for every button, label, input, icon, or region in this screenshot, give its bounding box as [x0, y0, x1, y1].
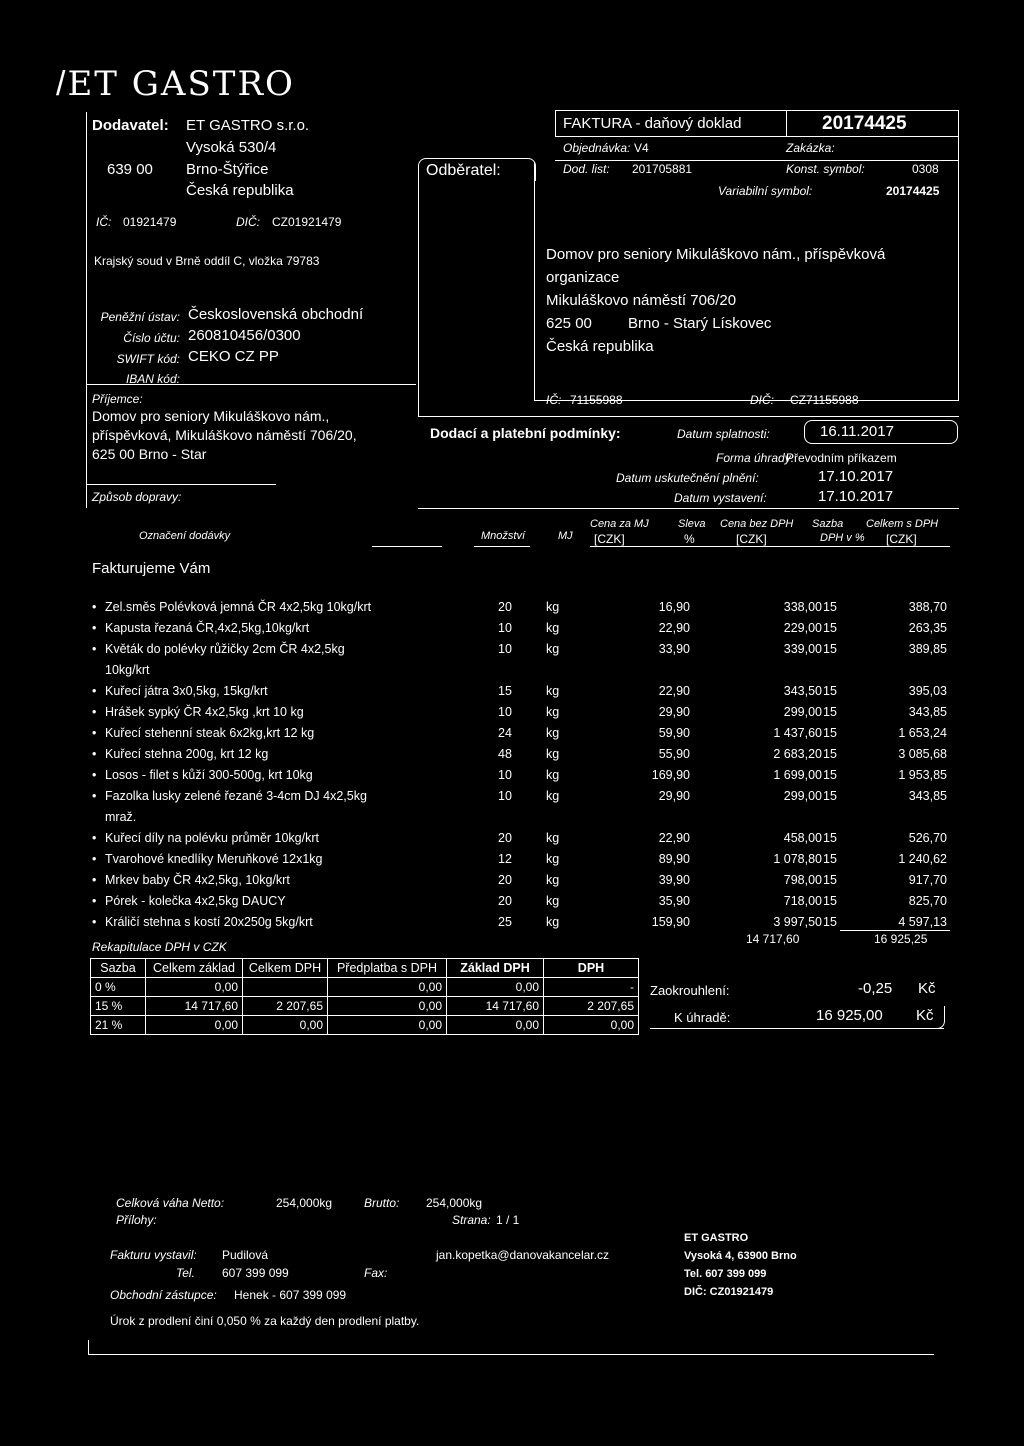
- item-quantity: 10: [498, 621, 512, 635]
- item-name: Zel.směs Polévková jemná ČR 4x2,5kg 10kg/krt: [105, 600, 372, 614]
- customer-line3: Mikuláškovo náměstí 706/20: [546, 292, 737, 309]
- item-quantity: 24: [498, 726, 512, 740]
- item-base-price: 338,00: [783, 600, 822, 614]
- recipient-line3: 625 00 Brno - Star: [92, 446, 207, 462]
- customer-country: Česká republika: [546, 338, 654, 355]
- item-vat-rate: 15: [823, 789, 837, 803]
- item-unit: kg: [546, 621, 560, 635]
- const-symbol-label: Konst. symbol:: [786, 162, 865, 176]
- item-row-continuation: [0, 810, 1024, 830]
- issued-by-label: Fakturu vystavil:: [110, 1248, 197, 1262]
- col-base-2: [CZK]: [736, 532, 767, 546]
- weight-label: Celková váha Netto:: [116, 1196, 225, 1210]
- tel-value: 607 399 099: [222, 1266, 289, 1280]
- item-vat-rate: 15: [823, 600, 837, 614]
- item-vat-rate: 15: [823, 873, 837, 887]
- interest-note: Úrok z prodlení činí 0,050 % za každý den prodlení platby.: [110, 1314, 420, 1328]
- const-symbol-value: 0308: [912, 162, 939, 176]
- vat-recap-table: [90, 958, 639, 1035]
- supplier-ic: 01921479: [123, 215, 177, 229]
- item-name-continuation: 10kg/krt: [105, 663, 150, 677]
- item-quantity: 15: [498, 684, 512, 698]
- item-bullet: •: [92, 600, 97, 614]
- item-unit: kg: [546, 684, 560, 698]
- issue-date: 17.10.2017: [818, 488, 894, 505]
- customer-city: Brno - Starý Lískovec: [628, 315, 772, 332]
- delivery-label: Dod. list:: [563, 162, 610, 176]
- customer-line2: organizace: [546, 269, 620, 286]
- col-unit: MJ: [558, 530, 573, 542]
- item-vat-rate: 15: [823, 915, 837, 929]
- item-total: 825,70: [908, 894, 947, 908]
- item-name: Králičí stehna s kostí 20x250g 5kg/krt: [105, 915, 313, 929]
- invoice-title: FAKTURA - daňový doklad: [563, 115, 742, 132]
- item-unit: kg: [546, 747, 560, 761]
- item-bullet: •: [92, 894, 97, 908]
- customer-zip: 625 00: [546, 315, 592, 332]
- item-quantity: 10: [498, 705, 512, 719]
- item-base-price: 718,00: [783, 894, 822, 908]
- item-unit-price: 22,90: [658, 621, 690, 635]
- item-name: Kuřecí díly na polévku průměr 10kg/krt: [105, 831, 319, 845]
- customer-dic-label: DIČ:: [750, 393, 774, 407]
- item-row: [0, 705, 1024, 725]
- issuer-email: jan.kopetka@danovakancelar.cz: [436, 1248, 609, 1262]
- vat-header-base-total: Celkem základ: [146, 959, 243, 978]
- item-unit-price: 22,90: [658, 684, 690, 698]
- left-frame-line: [86, 112, 87, 508]
- item-bullet: •: [92, 684, 97, 698]
- item-row: [0, 642, 1024, 662]
- item-quantity: 20: [498, 873, 512, 887]
- item-unit: kg: [546, 726, 560, 740]
- item-total: 917,70: [908, 873, 947, 887]
- supplier-ic-label: IČ:: [96, 215, 112, 229]
- item-row: [0, 873, 1024, 893]
- swift-code: CEKO CZ PP: [188, 348, 279, 365]
- vat-header-base: Základ DPH: [447, 959, 544, 978]
- account-label: Číslo účtu:: [123, 331, 180, 345]
- item-base-price: 299,00: [783, 789, 822, 803]
- col-rate-2: DPH v %: [820, 532, 865, 544]
- item-row: [0, 831, 1024, 851]
- item-vat-rate: 15: [823, 726, 837, 740]
- bank-label: Peněžní ústav:: [100, 310, 180, 324]
- item-unit-price: 159,90: [651, 915, 690, 929]
- customer-line1: Domov pro seniory Mikuláškovo nám., příspěvková: [546, 246, 886, 263]
- iban-label: IBAN kód:: [125, 372, 180, 386]
- item-name: Květák do polévky růžičky 2cm ČR 4x2,5kg: [105, 642, 345, 656]
- item-name: Pórek - kolečka 4x2,5kg DAUCY: [105, 894, 286, 908]
- item-base-price: 229,00: [783, 621, 822, 635]
- item-bullet: •: [92, 705, 97, 719]
- logo-slash: /: [56, 65, 68, 103]
- item-unit: kg: [546, 915, 560, 929]
- item-vat-rate: 15: [823, 705, 837, 719]
- recipient-line1: Domov pro seniory Mikuláškovo nám.,: [92, 408, 330, 424]
- supplier-name: ET GASTRO s.r.o.: [186, 117, 310, 134]
- fax-label: Fax:: [364, 1266, 388, 1280]
- customer-dic: CZ71155988: [790, 393, 859, 407]
- item-unit: kg: [546, 873, 560, 887]
- item-total: 526,70: [908, 831, 947, 845]
- item-bullet: •: [92, 747, 97, 761]
- item-row-continuation: [0, 663, 1024, 683]
- item-row: [0, 600, 1024, 620]
- item-base-price: 299,00: [783, 705, 822, 719]
- item-name: Mrkev baby ČR 4x2,5kg, 10kg/krt: [105, 873, 290, 887]
- item-unit-price: 89,90: [658, 852, 690, 866]
- item-name: Kapusta řezaná ČR,4x2,5kg,10kg/krt: [105, 621, 310, 635]
- item-unit-price: 169,90: [651, 768, 690, 782]
- item-total: 343,85: [908, 705, 947, 719]
- weight-brutto: 254,000kg: [426, 1196, 483, 1210]
- item-unit: kg: [546, 600, 560, 614]
- var-symbol-value: 20174425: [886, 184, 940, 198]
- item-total: 388,70: [908, 600, 947, 614]
- rounding-value: -0,25: [858, 980, 893, 997]
- customer-label: Odběratel:: [426, 162, 501, 179]
- vat-header-rate: Sazba: [91, 959, 146, 978]
- col-price-2: [CZK]: [594, 532, 625, 546]
- item-name-continuation: mraž.: [105, 810, 137, 824]
- terms-title: Dodací a platební podmínky:: [430, 425, 621, 441]
- item-vat-rate: 15: [823, 831, 837, 845]
- item-unit: kg: [546, 705, 560, 719]
- taxable-date-label: Datum uskutečnění plnění:: [616, 471, 759, 485]
- item-base-price: 2 683,20: [773, 747, 822, 761]
- item-unit-price: 16,90: [658, 600, 690, 614]
- col-price-1: Cena za MJ: [590, 518, 649, 530]
- item-name: Fazolka lusky zelené řezané 3-4cm DJ 4x2,5kg: [105, 789, 367, 803]
- item-row: [0, 852, 1024, 872]
- item-row: [0, 789, 1024, 809]
- col-base-1: Cena bez DPH: [720, 518, 794, 530]
- item-bullet: •: [92, 726, 97, 740]
- payment-label: Forma úhrady:: [716, 451, 795, 465]
- stamp-address: Vysoká 4, 63900 Brno: [684, 1250, 797, 1262]
- item-total: 4 597,13: [898, 915, 947, 929]
- item-bullet: •: [92, 852, 97, 866]
- transport-divider: [86, 484, 276, 485]
- item-unit: kg: [546, 789, 560, 803]
- item-name: Tvarohové knedlíky Meruňkové 12x1kg: [105, 852, 323, 866]
- customer-ic: 71155988: [570, 393, 623, 407]
- item-vat-rate: 15: [823, 894, 837, 908]
- item-total: 3 085,68: [898, 747, 947, 761]
- rep-label: Obchodní zástupce:: [110, 1288, 217, 1302]
- vat-row: 15 % 14 717,60 2 207,65 0,00 14 717,60 2 207,65: [91, 997, 639, 1016]
- item-name: Kuřecí játra 3x0,5kg, 15kg/krt: [105, 684, 268, 698]
- item-bullet: •: [92, 831, 97, 845]
- item-unit: kg: [546, 831, 560, 845]
- item-quantity: 10: [498, 768, 512, 782]
- vat-header-vat-total: Celkem DPH: [243, 959, 328, 978]
- supplier-street: Vysoká 530/4: [186, 139, 277, 156]
- item-total: 1 240,62: [898, 852, 947, 866]
- contract-label: Zakázka:: [786, 141, 835, 155]
- item-unit-price: 35,90: [658, 894, 690, 908]
- item-name: Losos - filet s kůží 300-500g, krt 10kg: [105, 768, 313, 782]
- supplier-dic: CZ01921479: [272, 215, 342, 229]
- swift-label: SWIFT kód:: [116, 352, 180, 366]
- supplier-zip: 639 00: [107, 161, 153, 178]
- sum-base: 14 717,60: [746, 932, 800, 946]
- item-row: [0, 894, 1024, 914]
- item-row: [0, 747, 1024, 767]
- item-row: [0, 621, 1024, 641]
- item-quantity: 20: [498, 894, 512, 908]
- item-row: [0, 768, 1024, 788]
- item-quantity: 10: [498, 789, 512, 803]
- col-discount-1: Sleva: [678, 518, 706, 530]
- company-logo: [56, 64, 295, 104]
- col-total-1: Celkem s DPH: [866, 518, 939, 530]
- logo-text: ET GASTRO: [67, 64, 295, 104]
- item-quantity: 12: [498, 852, 512, 866]
- var-symbol-label: Variabilní symbol:: [718, 184, 813, 198]
- item-vat-rate: 15: [823, 852, 837, 866]
- attachments-label: Přílohy:: [116, 1213, 157, 1227]
- item-unit-price: 29,90: [658, 705, 690, 719]
- item-total: 389,85: [908, 642, 947, 656]
- item-total: 1 653,24: [898, 726, 947, 740]
- pay-box-corner: [936, 1006, 945, 1029]
- invoice-number: 20174425: [822, 113, 907, 134]
- stamp-tel: Tel. 607 399 099: [684, 1268, 767, 1280]
- item-bullet: •: [92, 789, 97, 803]
- col-discount-2: %: [684, 532, 695, 546]
- item-vat-rate: 15: [823, 747, 837, 761]
- order-value: V4: [634, 141, 649, 155]
- item-quantity: 20: [498, 600, 512, 614]
- sum-total: 16 925,25: [874, 932, 928, 946]
- col-rate-1: Sazba: [812, 518, 844, 530]
- item-total: 395,03: [908, 684, 947, 698]
- tel-label: Tel.: [176, 1266, 195, 1280]
- col-quantity: Množství: [481, 530, 526, 542]
- item-base-price: 343,50: [783, 684, 822, 698]
- item-base-price: 1 078,80: [773, 852, 822, 866]
- item-base-price: 339,00: [783, 642, 822, 656]
- item-bullet: •: [92, 768, 97, 782]
- item-unit-price: 55,90: [658, 747, 690, 761]
- item-vat-rate: 15: [823, 768, 837, 782]
- item-bullet: •: [92, 915, 97, 929]
- taxable-date: 17.10.2017: [818, 468, 894, 485]
- rep-value: Henek - 607 399 099: [234, 1288, 347, 1302]
- item-row: [0, 915, 1024, 935]
- item-bullet: •: [92, 621, 97, 635]
- rounding-currency: Kč: [918, 980, 936, 997]
- item-name: Kuřecí stehenní steak 6x2kg,krt 12 kg: [105, 726, 315, 740]
- order-label: Objednávka:: [563, 141, 631, 155]
- bank-name: Československá obchodní: [188, 306, 364, 323]
- intro-text: Fakturujeme Vám: [92, 560, 211, 577]
- vat-row: 0 % 0,00 0,00 0,00 -: [91, 978, 639, 997]
- item-bullet: •: [92, 873, 97, 887]
- item-row: [0, 684, 1024, 704]
- item-unit-price: 39,90: [658, 873, 690, 887]
- item-name: Hrášek sypký ČR 4x2,5kg ,krt 10 kg: [105, 705, 304, 719]
- page-number: 1 / 1: [496, 1213, 520, 1227]
- supplier-label: Dodavatel:: [92, 117, 169, 134]
- item-vat-rate: 15: [823, 642, 837, 656]
- item-vat-rate: 15: [823, 684, 837, 698]
- rounding-label: Zaokrouhlení:: [650, 983, 730, 998]
- item-row: [0, 726, 1024, 746]
- issue-date-label: Datum vystavení:: [674, 491, 767, 505]
- stamp-name: ET GASTRO: [684, 1232, 749, 1244]
- item-quantity: 48: [498, 747, 512, 761]
- vat-row: 21 % 0,00 0,00 0,00 0,00 0,00: [91, 1016, 639, 1035]
- item-total: 263,35: [908, 621, 947, 635]
- item-base-price: 798,00: [783, 873, 822, 887]
- recipient-label: Příjemce:: [92, 392, 143, 406]
- item-base-price: 1 437,60: [773, 726, 822, 740]
- vat-recap-title: Rekapitulace DPH v CZK: [92, 940, 227, 954]
- transport-label: Způsob dopravy:: [92, 490, 182, 504]
- account-number: 260810456/0300: [188, 327, 301, 344]
- customer-ic-label: IČ:: [546, 393, 562, 407]
- item-unit-price: 22,90: [658, 831, 690, 845]
- pay-currency: Kč: [916, 1007, 934, 1024]
- stamp-dic: DIČ: CZ01921479: [684, 1286, 774, 1298]
- item-unit: kg: [546, 642, 560, 656]
- vat-header-prepayment: Předplatba s DPH: [328, 959, 447, 978]
- payment-method: Převodním příkazem: [786, 451, 897, 465]
- item-unit: kg: [546, 852, 560, 866]
- pay-label: K úhradě:: [674, 1010, 731, 1025]
- item-quantity: 25: [498, 915, 512, 929]
- item-base-price: 1 699,00: [773, 768, 822, 782]
- item-unit: kg: [546, 768, 560, 782]
- item-total: 343,85: [908, 789, 947, 803]
- item-base-price: 458,00: [783, 831, 822, 845]
- delivery-value: 201705881: [632, 162, 693, 176]
- supplier-country: Česká republika: [186, 182, 294, 199]
- item-vat-rate: 15: [823, 621, 837, 635]
- supplier-dic-label: DIČ:: [236, 215, 260, 229]
- item-name: Kuřecí stehna 200g, krt 12 kg: [105, 747, 269, 761]
- col-description: Označení dodávky: [139, 530, 231, 542]
- item-base-price: 3 997,50: [773, 915, 822, 929]
- issued-by: Pudilová: [222, 1248, 269, 1262]
- supplier-city: Brno-Štýřice: [186, 161, 269, 178]
- recipient-line2: příspěvková, Mikuláškovo náměstí 706/20,: [92, 427, 357, 443]
- col-total-2: [CZK]: [886, 532, 917, 546]
- weight-netto: 254,000kg: [276, 1196, 333, 1210]
- vat-header-vat: DPH: [544, 959, 639, 978]
- due-date-label: Datum splatnosti:: [677, 427, 770, 441]
- item-quantity: 20: [498, 831, 512, 845]
- item-quantity: 10: [498, 642, 512, 656]
- item-bullet: •: [92, 642, 97, 656]
- item-unit-price: 33,90: [658, 642, 690, 656]
- item-unit-price: 59,90: [658, 726, 690, 740]
- item-unit: kg: [546, 894, 560, 908]
- court-register: Krajský soud v Brně oddíl C, vložka 79783: [94, 254, 320, 268]
- iban-divider: [86, 384, 416, 385]
- due-date: 16.11.2017: [820, 423, 894, 440]
- item-total: 1 953,85: [898, 768, 947, 782]
- brutto-label: Brutto:: [364, 1196, 400, 1210]
- pay-amount: 16 925,00: [816, 1007, 883, 1024]
- item-unit-price: 29,90: [658, 789, 690, 803]
- page-label: Strana:: [452, 1213, 491, 1227]
